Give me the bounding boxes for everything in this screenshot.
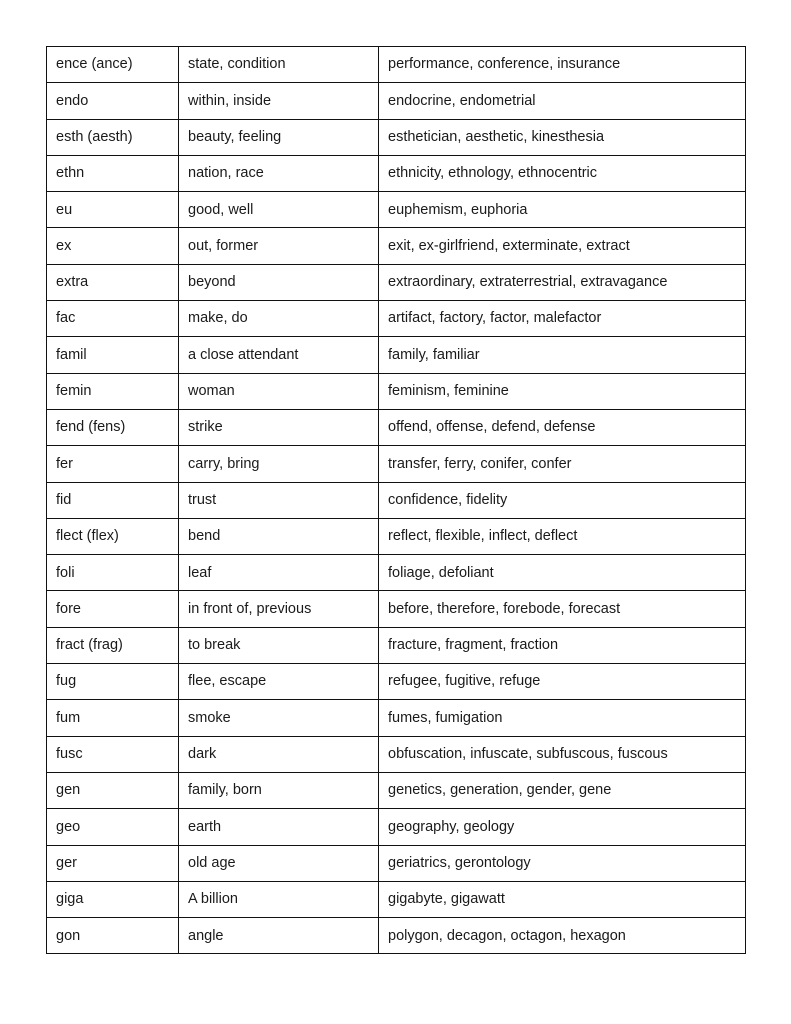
examples-cell: obfuscation, infuscate, subfuscous, fuscous — [379, 736, 746, 772]
table-row — [47, 736, 746, 772]
table-row — [47, 155, 746, 191]
table-row — [47, 627, 746, 663]
examples-cell: euphemism, euphoria — [379, 192, 746, 228]
meaning-cell: A billion — [179, 881, 379, 917]
examples-cell: confidence, fidelity — [379, 482, 746, 518]
table-row — [47, 337, 746, 373]
examples-cell: before, therefore, forebode, forecast — [379, 591, 746, 627]
examples-cell: fumes, fumigation — [379, 700, 746, 736]
table-row — [47, 881, 746, 917]
root-cell: esth (aesth) — [47, 119, 179, 155]
root-cell: fug — [47, 664, 179, 700]
root-cell: ger — [47, 845, 179, 881]
root-cell: famil — [47, 337, 179, 373]
examples-cell: geography, geology — [379, 809, 746, 845]
meaning-cell: angle — [179, 918, 379, 954]
examples-cell: esthetician, aesthetic, kinesthesia — [379, 119, 746, 155]
root-cell: ethn — [47, 155, 179, 191]
meaning-cell: family, born — [179, 772, 379, 808]
meaning-cell: beyond — [179, 264, 379, 300]
root-cell: ex — [47, 228, 179, 264]
table-row — [47, 555, 746, 591]
table-row — [47, 228, 746, 264]
meaning-cell: a close attendant — [179, 337, 379, 373]
root-cell: giga — [47, 881, 179, 917]
examples-cell: endocrine, endometrial — [379, 83, 746, 119]
root-cell: fum — [47, 700, 179, 736]
meaning-cell: nation, race — [179, 155, 379, 191]
examples-cell: fracture, fragment, fraction — [379, 627, 746, 663]
meaning-cell: dark — [179, 736, 379, 772]
table-row — [47, 446, 746, 482]
table-row — [47, 119, 746, 155]
table-row — [47, 845, 746, 881]
meaning-cell: flee, escape — [179, 664, 379, 700]
meaning-cell: woman — [179, 373, 379, 409]
examples-cell: ethnicity, ethnology, ethnocentric — [379, 155, 746, 191]
examples-cell: reflect, flexible, inflect, deflect — [379, 518, 746, 554]
table-row — [47, 373, 746, 409]
root-cell: foli — [47, 555, 179, 591]
table-row — [47, 264, 746, 300]
root-cell: gon — [47, 918, 179, 954]
examples-cell: offend, offense, defend, defense — [379, 409, 746, 445]
examples-cell: transfer, ferry, conifer, confer — [379, 446, 746, 482]
examples-cell: foliage, defoliant — [379, 555, 746, 591]
table-row — [47, 482, 746, 518]
table-row — [47, 518, 746, 554]
examples-cell: refugee, fugitive, refuge — [379, 664, 746, 700]
examples-cell: performance, conference, insurance — [379, 47, 746, 83]
meaning-cell: leaf — [179, 555, 379, 591]
examples-cell: family, familiar — [379, 337, 746, 373]
meaning-cell: good, well — [179, 192, 379, 228]
table-row — [47, 809, 746, 845]
word-roots-table — [46, 46, 746, 954]
root-cell: fusc — [47, 736, 179, 772]
table-row — [47, 47, 746, 83]
meaning-cell: bend — [179, 518, 379, 554]
table-row — [47, 301, 746, 337]
root-cell: fer — [47, 446, 179, 482]
meaning-cell: strike — [179, 409, 379, 445]
root-cell: fend (fens) — [47, 409, 179, 445]
examples-cell: extraordinary, extraterrestrial, extravagance — [379, 264, 746, 300]
meaning-cell: beauty, feeling — [179, 119, 379, 155]
root-cell: fid — [47, 482, 179, 518]
meaning-cell: to break — [179, 627, 379, 663]
root-cell: fac — [47, 301, 179, 337]
table-row — [47, 591, 746, 627]
meaning-cell: old age — [179, 845, 379, 881]
table-row — [47, 772, 746, 808]
meaning-cell: within, inside — [179, 83, 379, 119]
table-row — [47, 664, 746, 700]
meaning-cell: in front of, previous — [179, 591, 379, 627]
meaning-cell: make, do — [179, 301, 379, 337]
root-cell: endo — [47, 83, 179, 119]
root-cell: femin — [47, 373, 179, 409]
meaning-cell: earth — [179, 809, 379, 845]
examples-cell: polygon, decagon, octagon, hexagon — [379, 918, 746, 954]
table-row — [47, 918, 746, 954]
table-row — [47, 700, 746, 736]
table-row — [47, 83, 746, 119]
examples-cell: genetics, generation, gender, gene — [379, 772, 746, 808]
examples-cell: geriatrics, gerontology — [379, 845, 746, 881]
examples-cell: exit, ex-girlfriend, exterminate, extract — [379, 228, 746, 264]
root-cell: geo — [47, 809, 179, 845]
meaning-cell: out, former — [179, 228, 379, 264]
examples-cell: artifact, factory, factor, malefactor — [379, 301, 746, 337]
root-cell: flect (flex) — [47, 518, 179, 554]
meaning-cell: state, condition — [179, 47, 379, 83]
root-cell: fract (frag) — [47, 627, 179, 663]
root-cell: ence (ance) — [47, 47, 179, 83]
table-body — [47, 47, 746, 954]
meaning-cell: carry, bring — [179, 446, 379, 482]
root-cell: gen — [47, 772, 179, 808]
table-row — [47, 192, 746, 228]
root-cell: eu — [47, 192, 179, 228]
root-cell: extra — [47, 264, 179, 300]
root-cell: fore — [47, 591, 179, 627]
table-row — [47, 409, 746, 445]
meaning-cell: smoke — [179, 700, 379, 736]
meaning-cell: trust — [179, 482, 379, 518]
examples-cell: gigabyte, gigawatt — [379, 881, 746, 917]
examples-cell: feminism, feminine — [379, 373, 746, 409]
